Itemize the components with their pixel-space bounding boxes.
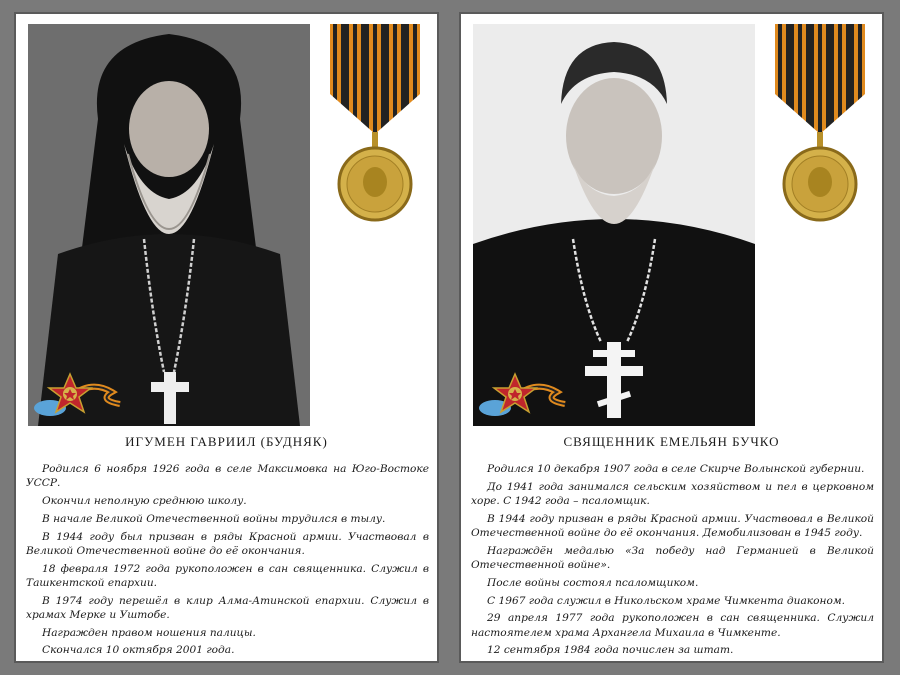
- bio-paragraph: В 1944 году призван в ряды Красной армии. Участвовал в Великой Отечественной войне до её окончания. Демобилизован в 1945 году.: [471, 512, 874, 539]
- memorial-card-right: [459, 12, 884, 663]
- biography-text: [471, 462, 874, 661]
- biography-text: [26, 462, 429, 661]
- bio-paragraph: В начале Великой Отечественной войны трудился в тылу.: [42, 512, 386, 525]
- portrait-photo-hegumen: [28, 24, 310, 426]
- bio-paragraph: С 1967 года служил в Никольском храме Чимкента диаконом.: [487, 594, 845, 607]
- bio-paragraph: 12 сентября 1984 года почислен за штат.: [487, 644, 734, 657]
- bio-paragraph: Родился 6 ноября 1926 года в селе Максимовка на Юго-Востоке УССР.: [26, 463, 429, 490]
- order-patriotic-war-icon: [477, 370, 567, 420]
- bio-paragraph: Родился 10 декабря 1907 года в селе Скирче Волынской губернии.: [487, 463, 865, 475]
- order-patriotic-war-icon: [32, 370, 122, 420]
- bio-paragraph: Награждён медалью «За победу над Германией в Великой Отечественной войне».: [471, 544, 874, 571]
- victory-medal-icon: [325, 24, 425, 224]
- person-name-title: СВЯЩЕННИК ЕМЕЛЬЯН БУЧКО: [563, 434, 780, 449]
- bio-paragraph: В 1974 году перешёл в клир Алма-Атинской епархии. Служил в храмах Мерке и Уштобе.: [26, 594, 429, 621]
- bio-paragraph: До 1941 года занимался сельским хозяйством и пел в церковном хоре. С 1942 года – псаломщик.: [471, 480, 874, 507]
- bio-paragraph: 29 апреля 1977 года рукоположен в сан священника. Служил настоятелем храма Архангела Михаила в Чимкенте.: [471, 612, 874, 639]
- bio-paragraph: Скончался 10 октября 2001 года.: [42, 644, 235, 657]
- bio-paragraph: После войны состоял псаломщиком.: [487, 576, 699, 589]
- portrait-photo-priest: [473, 24, 755, 426]
- victory-medal-icon: [770, 24, 870, 224]
- bio-paragraph: Окончил неполную среднюю школу.: [42, 495, 247, 507]
- bio-paragraph: 18 февраля 1972 года рукоположен в сан священника. Служил в Ташкентской епархии.: [26, 562, 429, 589]
- memorial-card-left: [14, 12, 439, 663]
- person-name-title: ИГУМЕН ГАВРИИЛ (БУДНЯК): [125, 434, 328, 449]
- bio-paragraph: В 1944 году был призван в ряды Красной армии. Участвовал в Великой Отечественной войне до её окончания.: [26, 530, 429, 557]
- bio-paragraph: Награжден правом ношения палицы.: [42, 626, 256, 639]
